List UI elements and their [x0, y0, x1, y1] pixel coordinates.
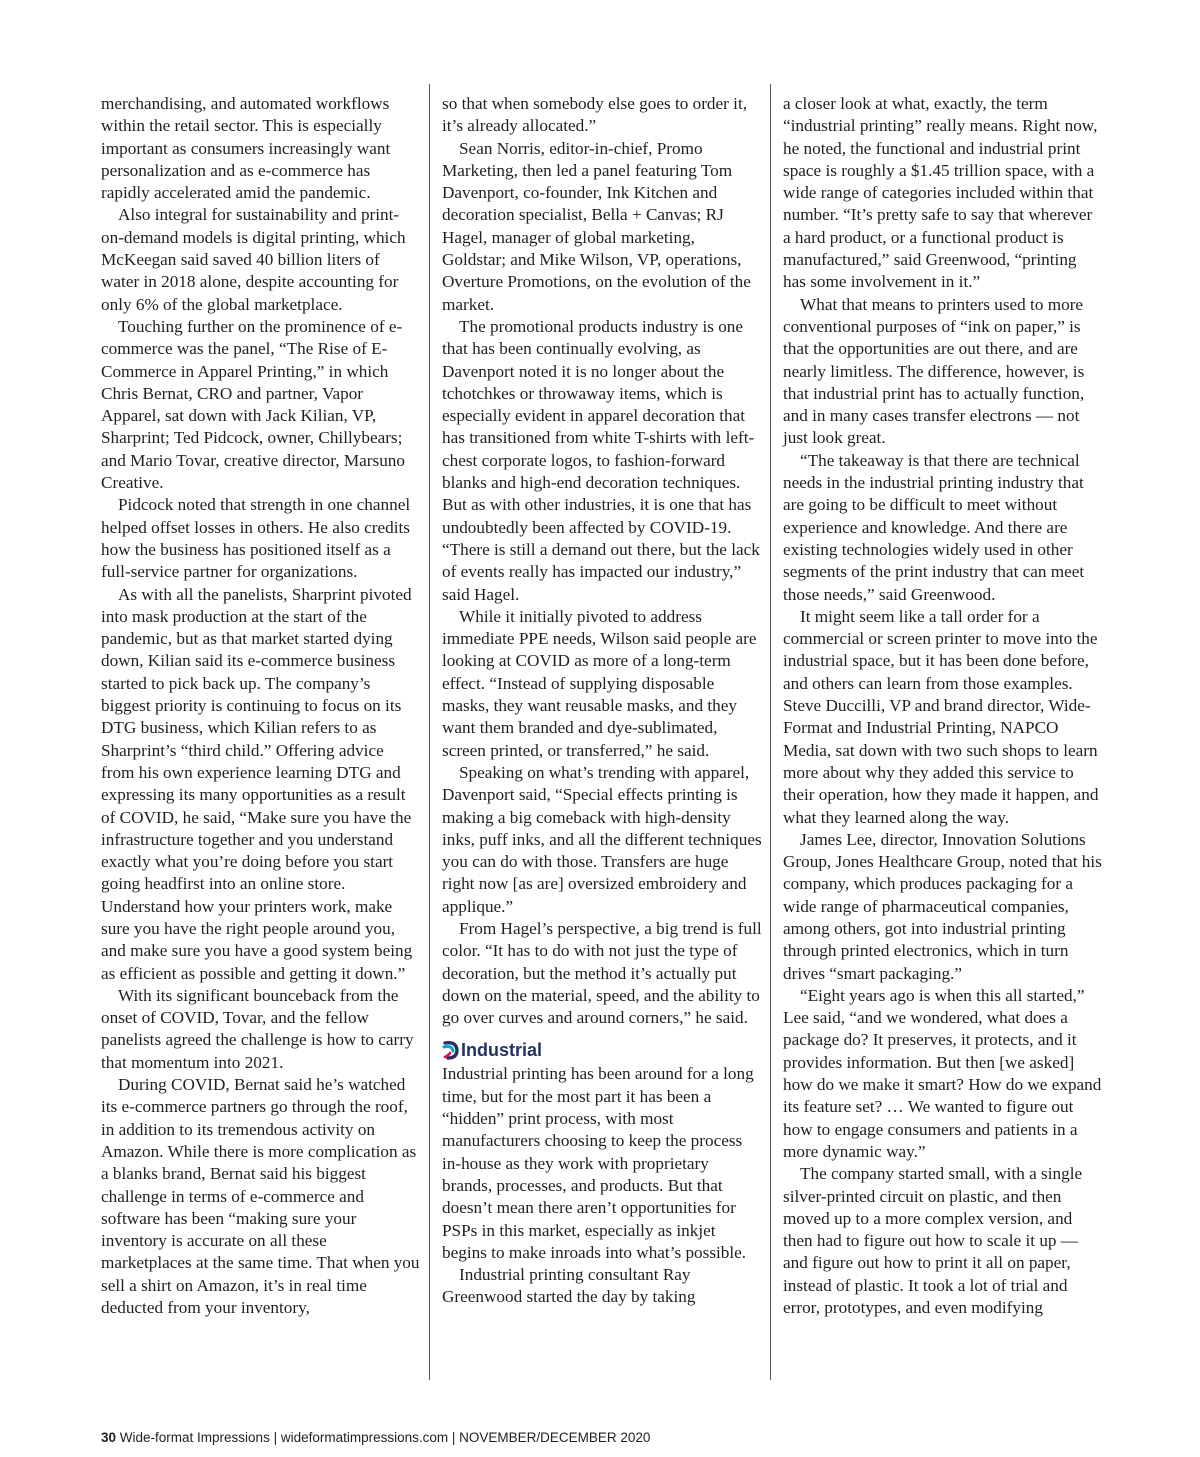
article-paragraph: a closer look at what, exactly, the term “industrial printing” really means. Right now, he noted, the functional and industrial print space is roughly a $1.45 trillion space, with a wide range of categories included within that number. “It’s pretty safe to say that wherever a hard product, or a functional product is manufactured,” said Greenwood, “printing has some involvement in it.”	[783, 94, 1098, 292]
section-heading-text: Industrial	[461, 1040, 543, 1061]
article-paragraph: It might seem like a tall order for a commercial or screen printer to move into the industrial space, but it has been done before, and others can learn from those examples. Steve Duccilli, VP and brand director, Wide-Format and Industrial Printing, NAPCO Media, sat down with two such shops to learn more about why they added this service to their operation, how they made it happen, and what they learned along the way.	[783, 606, 1099, 827]
article-paragraph: merchandising, and automated workflows within the retail sector. This is especially important as consumers increasingly want personalization and as e-commerce has rapidly accelerated amid the pandemic.	[101, 94, 391, 203]
article-paragraph: The promotional products industry is one that has been continually evolving, as Davenport noted it is no longer about the tchotchkes or throwaway items, which is especially evident in apparel decoration that has transitioned from white T-shirts with left-chest corporate logos, to fashion-forward blanks and high-end decoration techniques. But as with other industries, it is one that has undoubtedly been affected by COVID-19. “There is still a demand out there, but the lack of events really has impacted our industry,” said Hagel.	[442, 316, 760, 604]
section-swirl-icon	[442, 1040, 459, 1060]
article-paragraph: “The takeaway is that there are technical needs in the industrial printing industry that are going to be difficult to meet without experience and knowledge. And there are existing technologies widely used in other segments of the print industry that can meet those needs,” said Greenwood.	[783, 450, 1085, 604]
article-paragraph: “Eight years ago is when this all started,” Lee said, “and we wondered, what does a package do? It preserves, it protects, and it provides information. But then [we asked] how do we make it smart? How do we expand its feature set? … We wanted to figure out how to engage consumers and patients in a more dynamic way.”	[783, 985, 1102, 1161]
article-paragraph: so that when somebody else goes to order it, it’s already allocated.”	[442, 94, 748, 136]
column-rule	[770, 84, 771, 1380]
article-paragraph: From Hagel’s perspective, a big trend is full color. “It has to do with not just the type of decoration, but the method it’s actually put down on the material, speed, and the ability to go over curves and around corners,” he said.	[442, 918, 762, 1028]
article-paragraph: Speaking on what’s trending with apparel, Davenport said, “Special effects printing is making a big comeback with high-density inks, puff inks, and all the different techniques you can do with those. Transfers are huge right now [as are] oversized embroidery and applique.”	[442, 762, 762, 916]
article-paragraph: Also integral for sustainability and print-on-demand models is digital printing, which McKeegan said saved 40 billion liters of water in 2018 alone, despite accounting for only 6% of the global marketplace.	[101, 205, 406, 314]
article-paragraph: Industrial printing has been around for a long time, but for the most part it has been a “hidden” print process, with most manufacturers choosing to keep the process in-house as they work with proprietary brands, processes, and products. But that doesn’t mean there aren’t opportunities for PSPs in this market, especially as inkjet begins to make inroads into what’s possible.	[442, 1064, 754, 1262]
page-footer	[101, 1430, 650, 1445]
article-paragraph: What that means to printers used to more conventional purposes of “ink on paper,” is that the opportunities are out there, and are nearly limitless. The difference, however, is that industrial print has to actually function, and in many cases transfer electrons — not just look great.	[783, 294, 1085, 448]
article-paragraph: Sean Norris, editor-in-chief, Promo Marketing, then led a panel featuring Tom Davenport, co-founder, Ink Kitchen and decoration specialist, Bella + Canvas; RJ Hagel, manager of global marketing, Goldstar; and Mike Wilson, VP, operations, Overture Promotions, on the evolution of the market.	[442, 138, 751, 314]
article-paragraph: Touching further on the prominence of e-commerce was the panel, “The Rise of E-Commerce in Apparel Printing,” in which Chris Bernat, CRO and partner, Vapor Apparel, sat down with Jack Kilian, VP, Sharprint; Ted Pidcock, owner, Chillybears; and Mario Tovar, creative director, Marsuno Creative.	[101, 316, 405, 493]
article-paragraph: The company started small, with a single silver-printed circuit on plastic, and then moved up to a more complex version, and then had to figure out how to scale it up — and figure out how to print it all on paper, instead of plastic. It took a lot of trial and error, prototypes, and even modifying	[783, 1164, 1083, 1318]
column-2-body-bottom	[442, 1063, 762, 1308]
article-paragraph: While it initially pivoted to address immediate PPE needs, Wilson said people are looking at COVID as more of a long-term effect. “Instead of supplying disposable masks, they want reusable masks, and they want them branded and dye-sublimated, screen printed, or transferred,” he said.	[442, 606, 757, 760]
article-paragraph: Industrial printing consultant Ray Greenwood started the day by taking	[442, 1265, 696, 1307]
article-paragraph: Pidcock noted that strength in one channel helped offset losses in others. He also credits how the business has positioned itself as a full-service partner for organizations.	[101, 495, 411, 582]
column-2-body-top	[442, 93, 762, 1029]
article-paragraph: James Lee, director, Innovation Solutions Group, Jones Healthcare Group, noted that his company, which produces packaging for a wide range of pharmaceutical companies, among others, got into industrial printing through printed electronics, which in turn drives “smart packaging.”	[783, 829, 1102, 983]
section-heading	[442, 1039, 762, 1061]
article-paragraph: During COVID, Bernat said he’s watched its e-commerce partners go through the roof, in addition to its tremendous activity on Amazon. While there is more complication as a blanks brand, Bernat said his biggest challenge in terms of e-commerce and software has been “making sure your inventory is accurate on all these marketplaces at the same time. That when you sell a shirt on Amazon, it’s in real time deducted from your inventory,	[101, 1075, 420, 1318]
footer-text: Wide-format Impressions | wideformatimpressions.com | NOVEMBER/DECEMBER 2020	[116, 1430, 651, 1445]
article-column-1	[101, 93, 421, 1319]
article-paragraph: With its significant bounceback from the onset of COVID, Tovar, and the fellow panelists agreed the challenge is how to carry that momentum into 2021.	[101, 985, 414, 1072]
column-rule	[429, 84, 430, 1380]
page-number: 30	[101, 1430, 117, 1445]
article-paragraph: As with all the panelists, Sharprint pivoted into mask production at the start of the pandemic, but as that market started dying down, Kilian said its e-commerce business started to pick back up. The company’s biggest priority is continuing to focus on its DTG business, which Kilian refers to as Sharprint’s “third child.” Offering advice from his own experience learning DTG and expressing its many opportunities as a result of COVID, he said, “Make sure you have the infrastructure together and you understand exactly what you’re doing before you start going headfirst into an online store. Understand how your printers work, make sure you have the right people around you, and make sure you have a good system being as efficient as possible and getting it down.”	[101, 584, 413, 983]
article-column-2	[442, 93, 762, 1309]
article-column-3	[783, 93, 1103, 1319]
